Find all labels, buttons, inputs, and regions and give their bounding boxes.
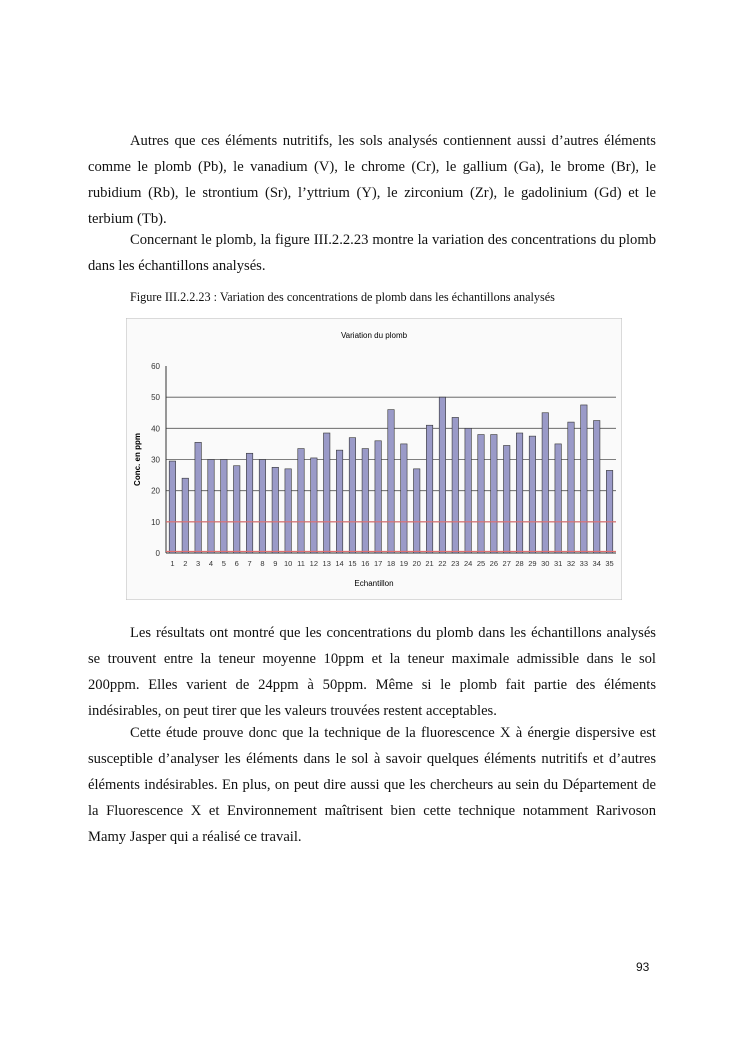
x-tick-label: 22 <box>438 559 447 568</box>
figure-caption: Figure III.2.2.23 : Variation des concentrations de plomb dans les échantillons analysés <box>130 290 555 304</box>
bar-25 <box>478 435 484 553</box>
bar-16 <box>362 449 368 553</box>
y-tick-label: 50 <box>151 393 160 403</box>
bar-8 <box>259 460 265 554</box>
x-tick-label: 2 <box>183 559 188 568</box>
y-tick-label: 10 <box>151 517 160 527</box>
x-tick-label: 32 <box>566 559 576 568</box>
bar-30 <box>542 413 548 553</box>
bar-11 <box>298 449 304 553</box>
x-tick-label: 24 <box>463 559 473 568</box>
x-tick-label: 6 <box>234 559 239 568</box>
paragraph-text: Autres que ces éléments nutritifs, les sols analysés contiennent aussi d’autres éléments comme le plomb (Pb), le vanadium (V), le chrome (Cr), le gallium (Ga), le brome (Br), le rubidium (Rb), le strontium (Sr), l’yttrium (Y), le zirconium (Zr), le gadolinium (Gd) et le terbium (Tb). <box>88 133 656 227</box>
page-number: 93 <box>636 960 650 974</box>
bar-29 <box>529 436 535 553</box>
x-tick-label: 34 <box>592 559 601 568</box>
bar-13 <box>324 433 330 553</box>
bar-9 <box>272 467 278 553</box>
x-tick-label: 23 <box>451 559 460 568</box>
bar-26 <box>491 435 497 553</box>
bar-35 <box>606 470 612 553</box>
paragraph-text: Les résultats ont montré que les concentrations du plomb dans les échantillons analysés se trouvent entre la teneur moyenne 10ppm et la teneur maximale admissible dans le sol 200ppm. Elles varient de 24ppm à 50ppm. Même si le plomb fait partie des éléments indésirables, on peut tirer que les valeurs trouvées restent acceptables. <box>88 625 656 719</box>
bar-5 <box>221 460 227 554</box>
x-tick-label: 13 <box>322 559 331 568</box>
bar-20 <box>414 469 420 553</box>
bar-12 <box>311 458 317 553</box>
bar-24 <box>465 428 471 553</box>
x-tick-label: 5 <box>221 559 226 568</box>
bar-2 <box>182 478 188 553</box>
x-tick-label: 26 <box>489 559 499 568</box>
paragraph-text: Cette étude prouve donc que la technique de la fluorescence X à énergie dispersive est susceptible d’analyser les éléments dans le sol à savoir quelques éléments nutritifs et d’autres éléments indésirables. En plus, on peut dire aussi que les chercheurs au sein du Département de la Fluorescence X et Environnement maîtrisent bien cette technique notamment Rarivoson Mamy Jasper qui a réalisé ce travail. <box>88 725 656 845</box>
bar-28 <box>516 433 522 553</box>
bar-4 <box>208 460 214 554</box>
x-tick-label: 31 <box>553 559 563 568</box>
x-tick-label: 15 <box>348 559 357 568</box>
x-tick-label: 29 <box>528 559 537 568</box>
bar-33 <box>581 405 587 553</box>
y-tick-label: 30 <box>151 455 160 465</box>
x-tick-label: 7 <box>247 559 252 568</box>
bar-22 <box>439 397 445 553</box>
x-tick-label: 20 <box>412 559 421 568</box>
bar-3 <box>195 442 201 553</box>
bar-15 <box>349 438 355 553</box>
x-tick-label: 8 <box>260 559 265 568</box>
y-axis-label: Conc. en ppm <box>133 433 142 486</box>
x-tick-label: 25 <box>476 559 486 568</box>
y-tick-label: 20 <box>151 486 160 496</box>
chart-title: Variation du plomb <box>340 331 408 340</box>
paragraph-lead-intro <box>88 227 656 279</box>
x-tick-label: 18 <box>386 559 396 568</box>
x-tick-label: 21 <box>425 559 434 568</box>
x-tick-label: 19 <box>399 559 409 568</box>
bar-34 <box>594 421 600 553</box>
x-tick-label: 12 <box>309 559 319 568</box>
x-tick-label: 3 <box>196 559 201 568</box>
bar-31 <box>555 444 561 553</box>
bar-18 <box>388 410 394 553</box>
x-tick-label: 10 <box>283 559 293 568</box>
x-tick-label: 17 <box>373 559 383 568</box>
x-tick-label: 11 <box>297 559 305 568</box>
bar-14 <box>336 450 342 553</box>
bar-21 <box>426 425 432 553</box>
bar-23 <box>452 417 458 553</box>
x-tick-label: 35 <box>605 559 614 568</box>
bar-6 <box>234 466 240 553</box>
x-tick-label: 28 <box>515 559 524 568</box>
x-tick-label: 16 <box>361 559 370 568</box>
y-tick-label: 0 <box>155 549 160 558</box>
y-tick-label: 60 <box>151 362 160 371</box>
bar-10 <box>285 469 291 553</box>
y-tick-label: 40 <box>151 424 160 434</box>
x-axis-label: Echantillon <box>354 579 394 588</box>
paragraph-results <box>88 620 656 724</box>
x-tick-label: 9 <box>273 559 278 568</box>
paragraph-other-elements <box>88 128 656 232</box>
x-tick-label: 4 <box>208 559 214 568</box>
paragraph-conclusion <box>88 720 656 850</box>
bar-1 <box>169 461 175 553</box>
paragraph-text: Concernant le plomb, la figure III.2.2.23 montre la variation des concentrations du plomb dans les échantillons analysés. <box>88 232 656 274</box>
bar-7 <box>246 453 252 553</box>
bar-32 <box>568 422 574 553</box>
x-tick-label: 33 <box>579 559 589 568</box>
x-tick-label: 30 <box>541 559 550 568</box>
bar-19 <box>401 444 407 553</box>
bar-17 <box>375 441 381 553</box>
x-tick-label: 14 <box>335 559 344 568</box>
bar-27 <box>504 445 510 553</box>
x-tick-label: 27 <box>502 559 511 568</box>
x-tick-label: 1 <box>170 559 175 568</box>
lead-chart <box>126 318 622 600</box>
